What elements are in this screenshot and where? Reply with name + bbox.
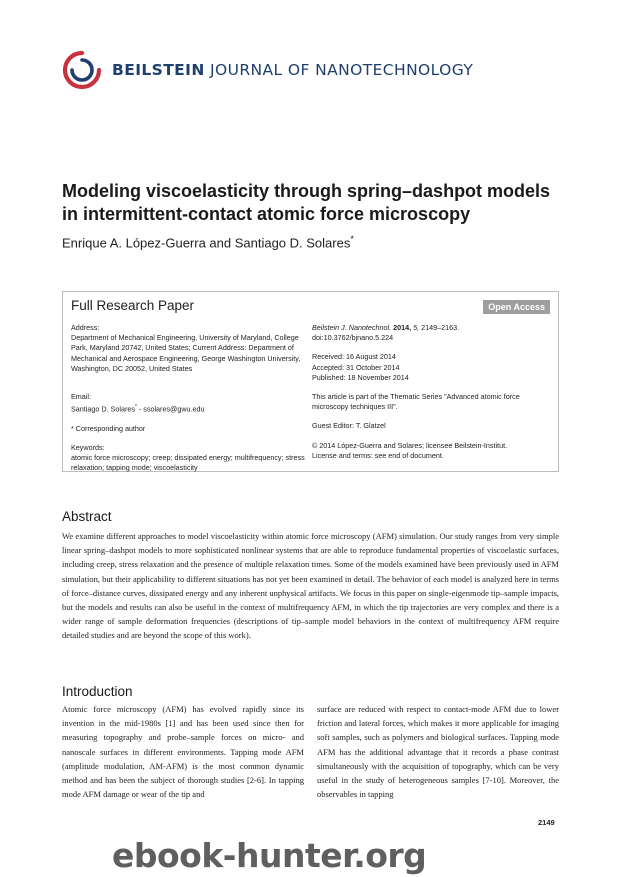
guest-editor: Guest Editor: T. Glatzel bbox=[312, 421, 386, 431]
journal-name bbox=[112, 61, 473, 79]
introduction-heading: Introduction bbox=[62, 684, 133, 699]
article-title: Modeling viscoelasticity through spring–dashpot models in intermittent-contact atomic force microscopy bbox=[62, 181, 551, 224]
address-text: Department of Mechanical Engineering, University of Maryland, College Park, Maryland 20742, United States; Current Address: Department of Mechanical and Aerospace Engineering, George Washington University, Washington, DC 20052, United States bbox=[71, 333, 301, 373]
published-date: Published: 18 November 2014 bbox=[312, 372, 409, 382]
article-authors bbox=[62, 234, 354, 250]
citation-pages: 2149–2163. bbox=[419, 323, 460, 332]
info-left-column bbox=[71, 323, 305, 474]
abstract-text: We examine different approaches to model viscoelasticity within atomic force microscopy (AFM) simulation. Our study ranges from very simple linear spring–dashpot models to more sophisticated nonlinear systems that are able to reproduce fundamental properties of viscoelastic surfaces, including creep, stress relaxation and the presence of multiple relaxation times. Some of the models examined have been previously used in AFM simulation, but their applicability to different situations has not yet been examined in detail. The behavior of each model is analyzed here in terms of force–distance curves, dissipated energy and any inherent unphysical artifacts. We focus in this paper on single-eigenmode tip–sample impacts, but the models and results can also be useful in the context of multifrequency AFM, in which the tip trajectories are very complex and there is a wider range of sample deformation frequencies (descriptions of tip–sample model behaviors in the context of multifrequency AFM require detailed studies and are beyond the scope of this work). bbox=[62, 531, 559, 641]
keywords-text: atomic force microscopy; creep; dissipated energy; multifrequency; stress relaxation; tapping mode; viscoelasticity bbox=[71, 453, 305, 473]
author-names: Enrique A. López-Guerra and Santiago D. Solares bbox=[62, 235, 351, 251]
corresponding-note: * Corresponding author bbox=[71, 423, 146, 433]
email-address[interactable]: - ssolares@gwu.edu bbox=[136, 404, 205, 414]
copyright: © 2014 López-Guerra and Solares; licensee Beilstein-Institut. bbox=[312, 440, 508, 450]
page-number: 2149 bbox=[538, 818, 555, 827]
journal-name-bold: BEILSTEIN bbox=[112, 61, 205, 79]
corresponding-mark: * bbox=[350, 234, 354, 244]
received-date: Received: 16 August 2014 bbox=[312, 352, 396, 362]
open-access-badge: Open Access bbox=[483, 300, 550, 314]
info-right-column bbox=[312, 323, 552, 461]
introduction-column-2: surface are reduced with respect to contact-mode AFM due to lower friction and lateral forces, which makes it more applicable for imaging soft samples, such as polymers and biological surfaces. Tapping mode AFM has the additional advantage that it records a phase contrast simultaneously with the acquisition of topography, which can be very useful in the study of heterogeneous samples [7-10]. Moreover, the observables in tapping bbox=[317, 704, 559, 800]
abstract-heading: Abstract bbox=[62, 509, 112, 524]
watermark: ebook-hunter.org bbox=[112, 836, 427, 875]
journal-logo bbox=[62, 50, 473, 90]
citation-journal: Beilstein J. Nanotechnol. bbox=[312, 323, 392, 332]
introduction-column-1: Atomic force microscopy (AFM) has evolved rapidly since its invention in the mid-1980s [1] and has been used since then for measuring topography and probe–sample forces on micro- and nanoscale surfaces in different environments. Tapping mode AFM (amplitude modulation, AM-AFM) is the most common dynamic method and has been the subject of thorough studies [2-6]. In tapping mode AFM damage or wear of the tip and bbox=[62, 704, 304, 800]
citation-year: 2014, bbox=[393, 323, 412, 332]
email-mark: * bbox=[134, 404, 137, 411]
beilstein-logo-icon bbox=[62, 50, 102, 90]
paper-type: Full Research Paper bbox=[71, 298, 195, 313]
license[interactable]: License and terms: see end of document. bbox=[312, 450, 444, 460]
thematic-series: This article is part of the Thematic Series "Advanced atomic force microscopy techniques III". bbox=[312, 392, 520, 412]
doi[interactable]: doi:10.3762/bjnano.5.224 bbox=[312, 333, 394, 343]
citation bbox=[312, 323, 552, 333]
accepted-date: Accepted: 31 October 2014 bbox=[312, 362, 400, 372]
keywords-label: Keywords: bbox=[71, 443, 105, 453]
email-line bbox=[71, 402, 305, 415]
address-label: Address: bbox=[71, 323, 100, 332]
citation-volume: 5, bbox=[413, 323, 420, 332]
email-name: Santiago D. Solares bbox=[71, 404, 135, 414]
article-info-box bbox=[62, 291, 559, 472]
email-label: Email: bbox=[71, 392, 91, 402]
journal-name-rest: JOURNAL OF NANOTECHNOLOGY bbox=[204, 61, 474, 79]
